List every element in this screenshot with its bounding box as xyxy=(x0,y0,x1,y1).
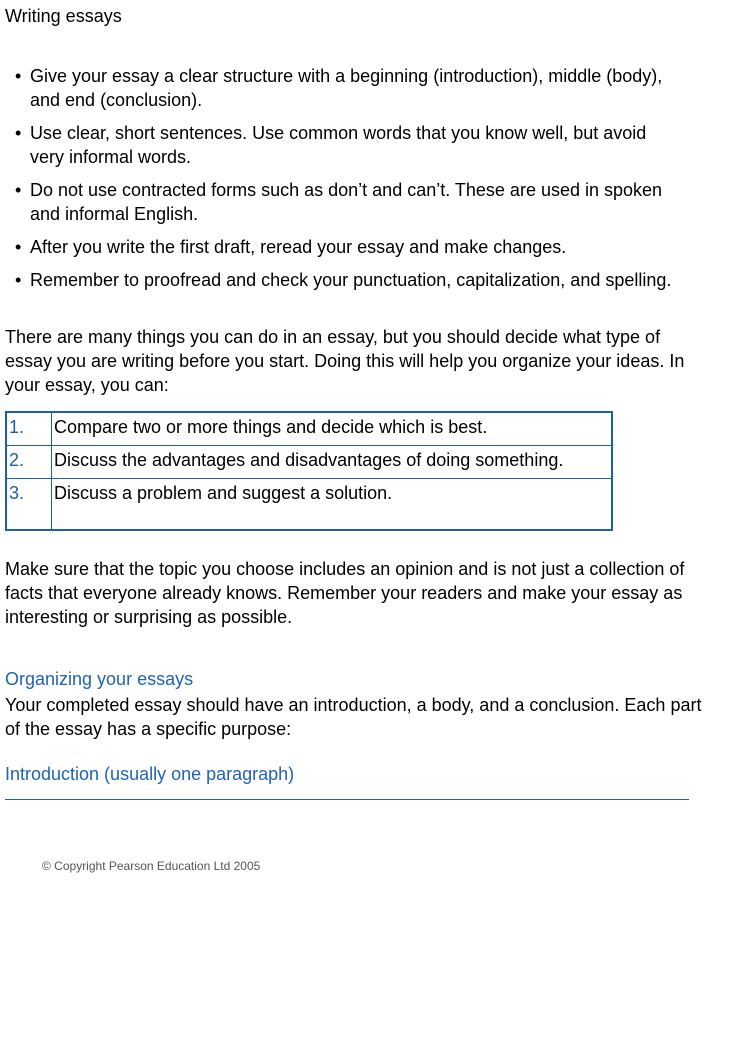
table-row xyxy=(6,479,612,531)
section-heading: Organizing your essays xyxy=(5,669,194,689)
table-cell-number: 3. xyxy=(6,479,52,531)
bullet-text: Remember to proofread and check your punctuation, capitalization, and spelling. xyxy=(30,270,672,290)
organizing-paragraph: Your completed essay should have an introduction, a body, and a conclusion. Each part of the essay has a specific purpose: xyxy=(5,695,702,739)
list-item xyxy=(5,121,685,169)
table-cell-text: Discuss the advantages and disadvantages of doing something. xyxy=(52,446,613,479)
list-item xyxy=(5,268,685,292)
bullet-text: Give your essay a clear structure with a beginning (introduction), middle (body), and end (conclusion). xyxy=(30,66,663,110)
table-row xyxy=(6,412,612,446)
table-cell-text: Compare two or more things and decide which is best. xyxy=(52,412,613,446)
essay-types-table xyxy=(5,411,613,531)
bullet-icon: • xyxy=(15,180,22,200)
topic-paragraph: Make sure that the topic you choose includes an opinion and is not just a collection of facts that everyone already knows. Remember your readers and make your essay as interesting or surprising as possible. xyxy=(5,559,685,627)
bullet-icon: • xyxy=(15,237,22,257)
table-cell-number: 1. xyxy=(6,412,52,446)
list-item xyxy=(5,235,685,259)
tips-bullet-list xyxy=(5,64,685,301)
divider xyxy=(5,799,689,800)
bullet-icon: • xyxy=(15,270,22,290)
bullet-text: After you write the first draft, reread your essay and make changes. xyxy=(30,237,567,257)
page-title: Writing essays xyxy=(5,6,122,26)
table-cell-text: Discuss a problem and suggest a solution. xyxy=(52,479,613,531)
copyright-notice: © Copyright Pearson Education Ltd 2005 xyxy=(42,859,261,873)
table-row xyxy=(6,446,612,479)
bullet-icon: • xyxy=(15,66,22,86)
bullet-text: Use clear, short sentences. Use common words that you know well, but avoid very informal words. xyxy=(30,123,647,167)
intro-paragraph: There are many things you can do in an essay, but you should decide what type of essay you are writing before you start. Doing this will help you organize your ideas. In your essay, you can: xyxy=(5,327,685,395)
list-item xyxy=(5,64,685,112)
list-item xyxy=(5,178,685,226)
bullet-text: Do not use contracted forms such as don’t and can’t. These are used in spoken and informal English. xyxy=(30,180,663,224)
bullet-icon: • xyxy=(15,123,22,143)
subsection-heading: Introduction (usually one paragraph) xyxy=(5,764,295,784)
table-cell-number: 2. xyxy=(6,446,52,479)
